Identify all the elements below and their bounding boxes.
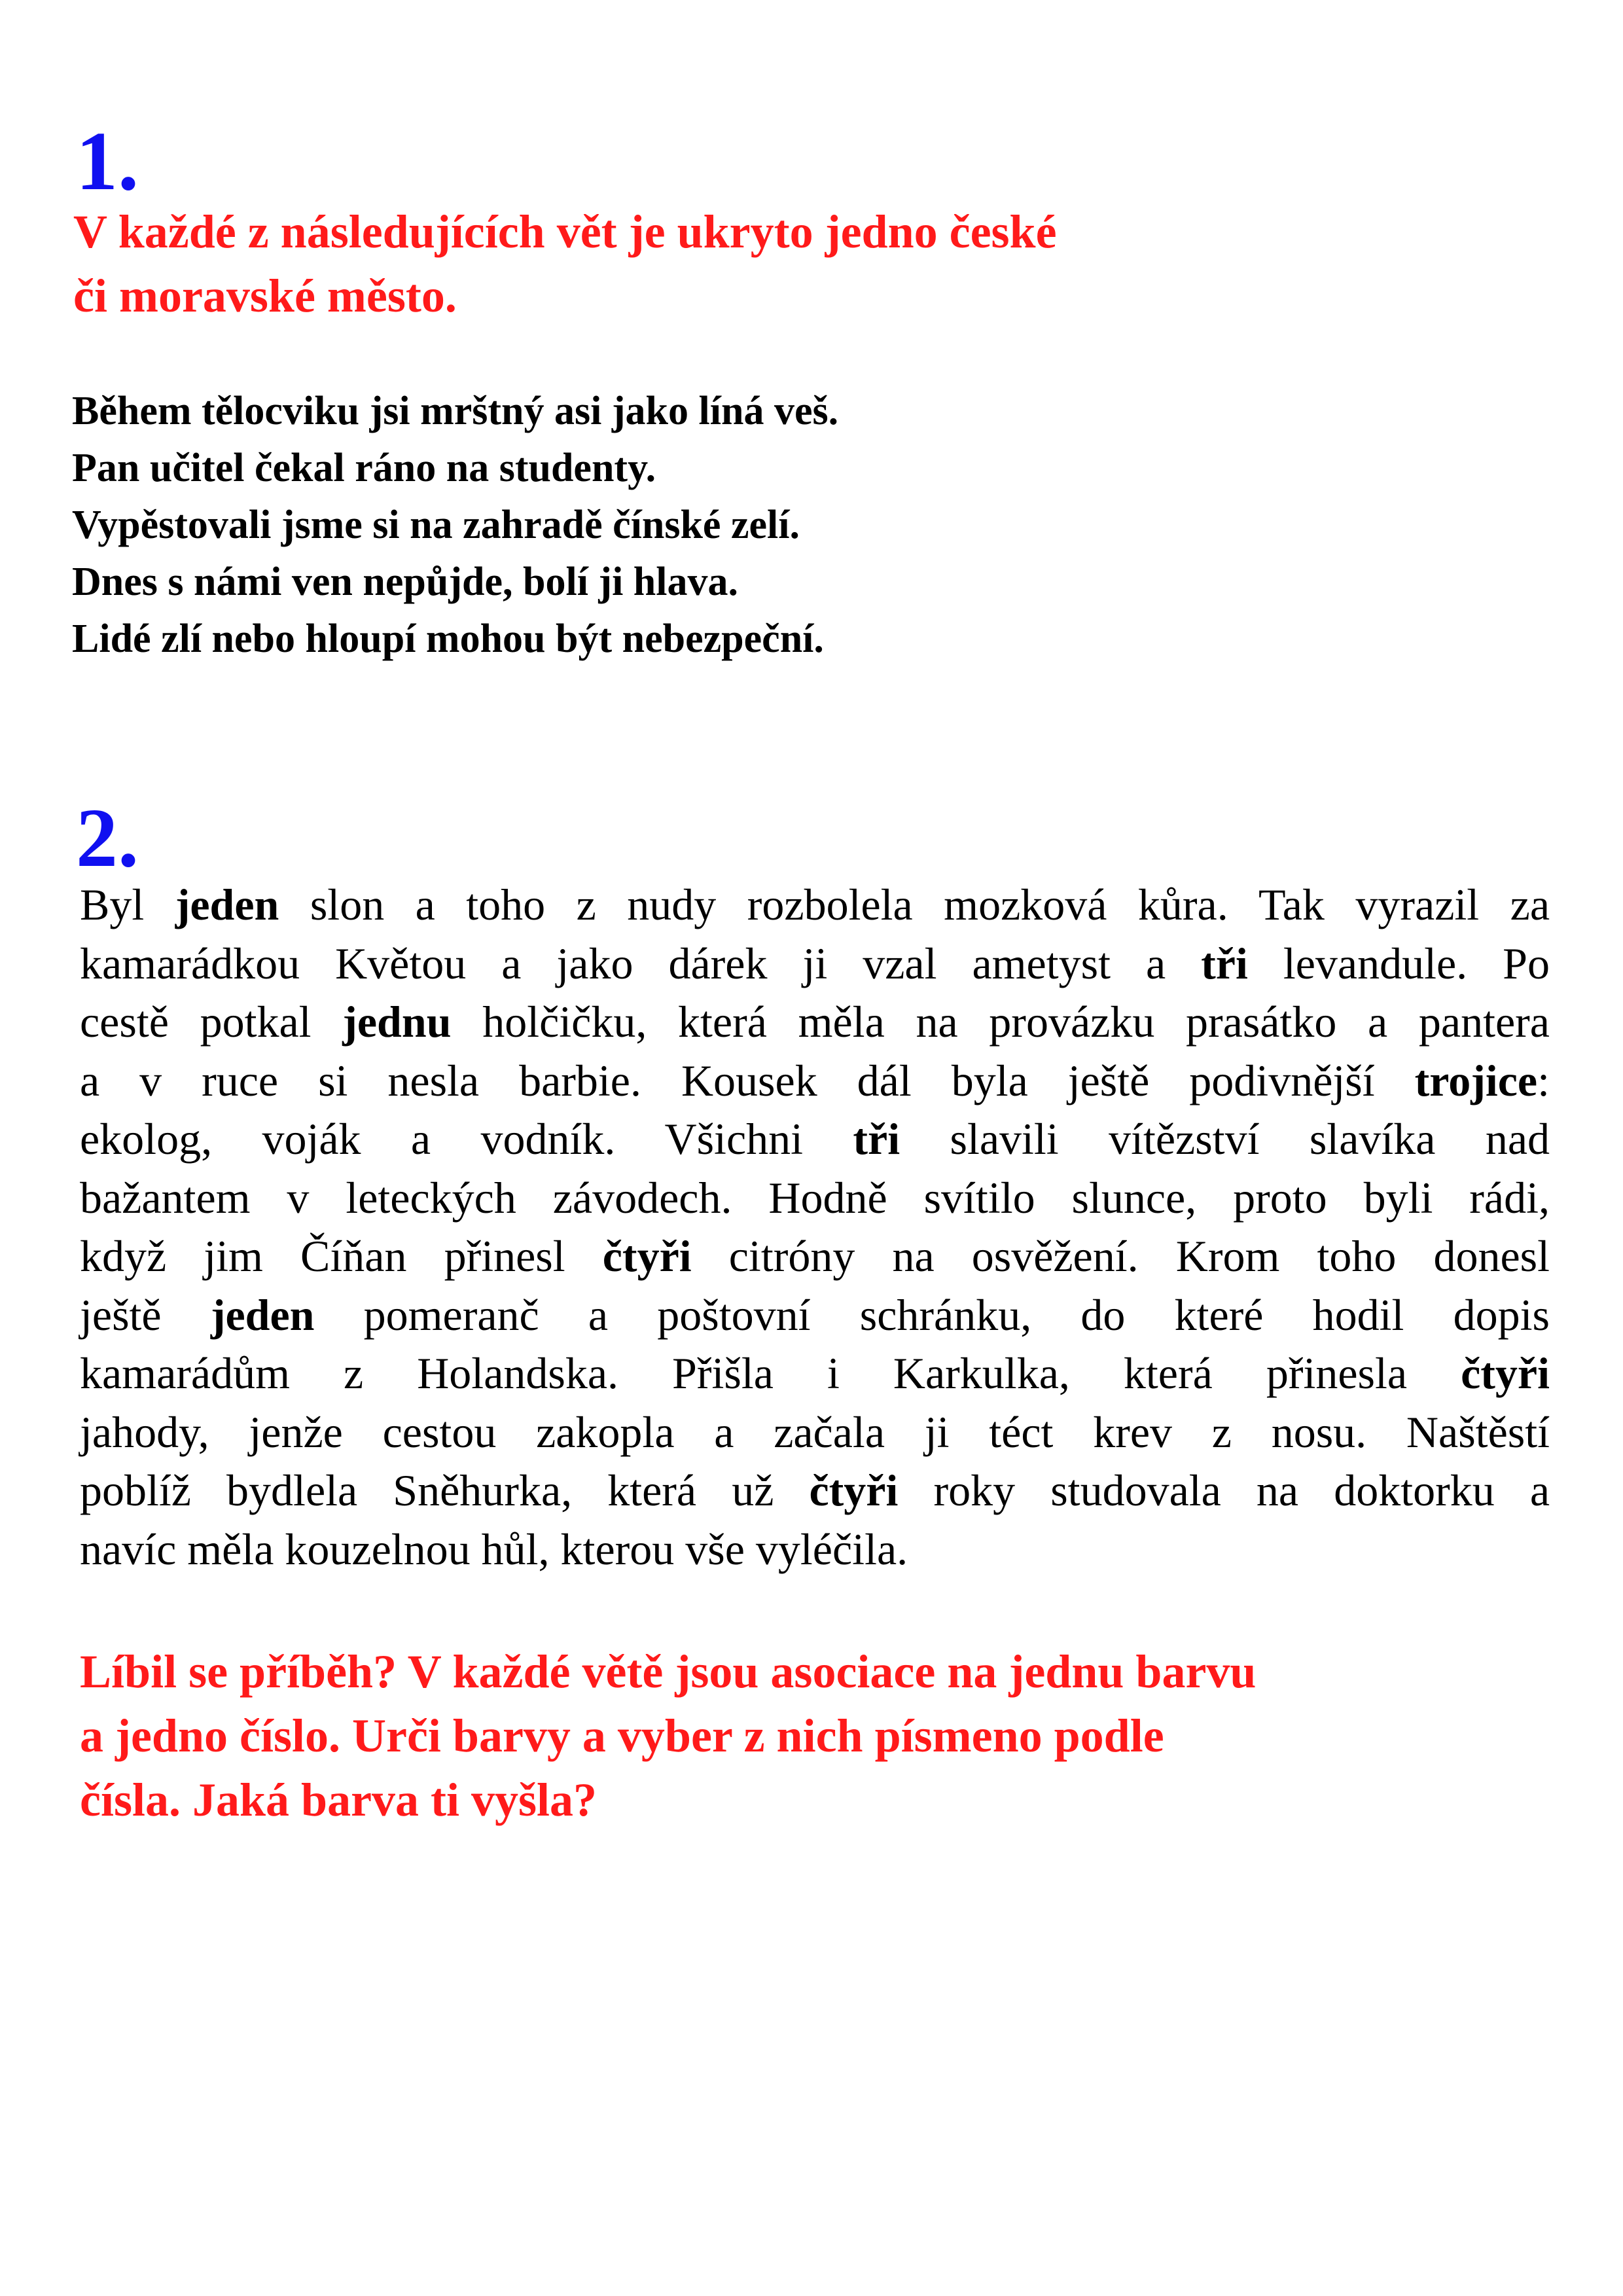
story-text: Byl	[80, 880, 175, 929]
story-text: kamarádům z Holandska. Přišla i Karkulka, která přinesla	[80, 1348, 1461, 1398]
section-1-instruction	[73, 200, 1382, 328]
story-line	[80, 935, 1550, 994]
story-number-word: jeden	[210, 1289, 315, 1340]
story-text: a v ruce si nesla barbie. Kousek dál byla ještě podivnější	[80, 1055, 1415, 1105]
sentence-4: Dnes s námi ven nepůjde, bolí ji hlava.	[72, 560, 739, 604]
story-number-word: tři	[853, 1114, 901, 1164]
story-number-word: jednu	[342, 997, 452, 1047]
sentence-1: Během tělocviku jsi mrštný asi jako líná veš.	[72, 389, 839, 433]
story-line	[80, 876, 1550, 935]
story-text: jahody, jenže cestou zakopla a začala ji téct krev z nosu. Naštěstí	[80, 1407, 1550, 1457]
section-1-number: 1.	[76, 115, 139, 207]
section-2-question-line-2: a jedno číslo. Urči barvy a vyber z nich písmeno podle	[80, 1710, 1164, 1762]
section-2-question	[80, 1640, 1585, 1832]
story-number-word: tři	[1201, 938, 1248, 988]
story-line	[80, 1110, 1550, 1169]
story-text: slavili vítězství slavíka nad	[900, 1114, 1550, 1164]
story-text: ještě	[80, 1289, 211, 1340]
sentence-3: Vypěstovali jsme si na zahradě čínské zelí.	[72, 503, 800, 547]
story-paragraph	[80, 876, 1550, 1579]
story-text: slon a toho z nudy rozbolela mozková kůra. Tak vyrazil za	[279, 880, 1550, 929]
story-text: levandule. Po	[1247, 938, 1550, 988]
story-line	[80, 1286, 1550, 1345]
story-text: holčičku, která měla na provázku prasátko a pantera	[451, 997, 1550, 1047]
story-text: pomeranč a poštovní schránku, do které hodil dopis	[314, 1289, 1550, 1340]
story-line	[80, 1169, 1550, 1228]
story-text: roky studovala na doktorku a	[898, 1465, 1550, 1515]
sentence-5: Lidé zlí nebo hloupí mohou být nebezpeční.	[72, 617, 824, 661]
story-number-word: čtyři	[602, 1231, 692, 1281]
section-1-instruction-line-1: V každé z následujících vět je ukryto jedno české	[73, 206, 1057, 258]
story-text: :	[1537, 1055, 1550, 1105]
story-number-word: čtyři	[1461, 1348, 1550, 1398]
section-2-question-line-3: čísla. Jaká barva ti vyšla?	[80, 1774, 597, 1826]
story-line	[80, 993, 1550, 1052]
story-line	[80, 1520, 1550, 1579]
story-text: citróny na osvěžení. Krom toho donesl	[691, 1231, 1550, 1281]
section-2-number: 2.	[76, 791, 139, 884]
story-text: když jim Číňan přinesl	[80, 1231, 603, 1281]
story-line	[80, 1403, 1550, 1462]
sentence-2: Pan učitel čekal ráno na studenty.	[72, 446, 656, 490]
story-line	[80, 1052, 1550, 1111]
story-number-word: trojice	[1414, 1055, 1538, 1105]
story-number-word: jeden	[175, 880, 279, 929]
story-text: cestě potkal	[80, 997, 343, 1047]
story-text: ekolog, voják a vodník. Všichni	[80, 1114, 853, 1164]
story-line	[80, 1462, 1550, 1520]
story-text: navíc měla kouzelnou hůl, kterou vše vyléčila.	[80, 1524, 908, 1574]
section-2-question-line-1: Líbil se příběh? V každé větě jsou asociace na jednu barvu	[80, 1645, 1257, 1698]
section-1-instruction-line-2: či moravské město.	[73, 270, 457, 322]
story-number-word: čtyři	[809, 1465, 899, 1515]
story-text: bažantem v leteckých závodech. Hodně svítilo slunce, proto byli rádi,	[80, 1172, 1550, 1223]
story-line	[80, 1344, 1550, 1403]
story-line	[80, 1227, 1550, 1286]
story-text: kamarádkou Květou a jako dárek ji vzal ametyst a	[80, 938, 1202, 988]
hidden-city-sentences	[72, 383, 838, 668]
story-text: poblíž bydlela Sněhurka, která už	[80, 1465, 810, 1515]
